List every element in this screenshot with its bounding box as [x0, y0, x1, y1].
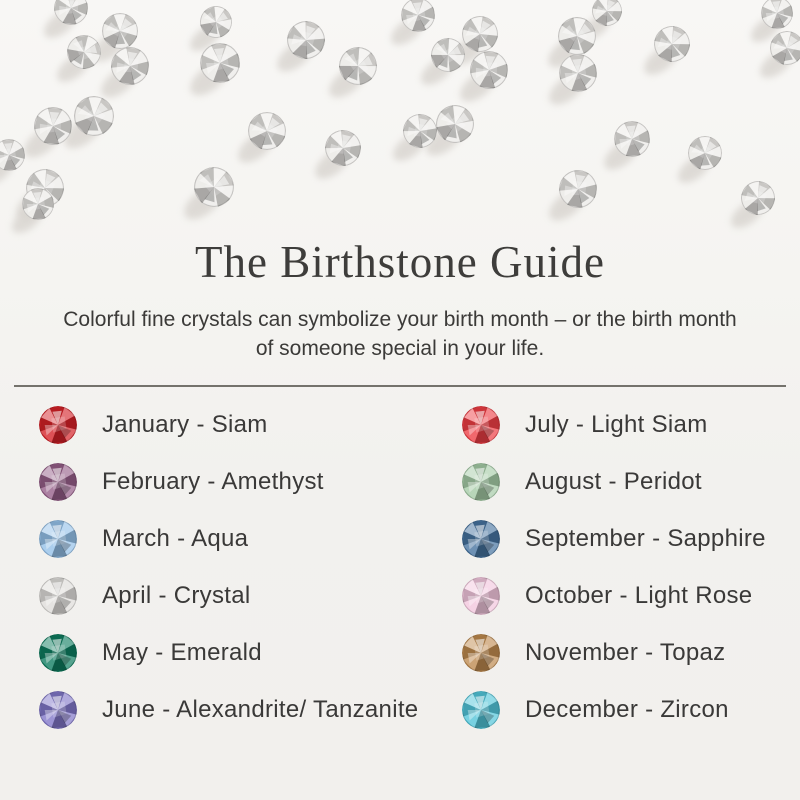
legend-item-september	[462, 511, 800, 568]
crystal-icon	[39, 634, 77, 672]
crystal-icon	[39, 691, 77, 729]
legend-item-november	[462, 625, 800, 682]
legend-item-april	[39, 568, 462, 625]
crystal-icon	[462, 520, 500, 558]
legend-item-label: February - Amethyst	[102, 468, 324, 496]
legend-column-left	[39, 397, 462, 739]
legend-item-label: August - Peridot	[525, 468, 702, 496]
legend-item-july	[462, 397, 800, 454]
crystal-icon	[39, 520, 77, 558]
legend-item-october	[462, 568, 800, 625]
legend-item-label: April - Crystal	[102, 582, 251, 610]
legend-item-august	[462, 454, 800, 511]
legend-item-january	[39, 397, 462, 454]
legend-item-label: May - Emerald	[102, 639, 262, 667]
legend-item-label: March - Aqua	[102, 525, 249, 553]
legend-item-march	[39, 511, 462, 568]
legend-column-right	[462, 397, 800, 739]
crystal-icon	[462, 406, 500, 444]
legend-item-june	[39, 682, 462, 739]
legend-item-label: November - Topaz	[525, 639, 726, 667]
legend-item-label: June - Alexandrite/ Tanzanite	[102, 696, 419, 724]
crystal-icon	[462, 634, 500, 672]
legend-item-may	[39, 625, 462, 682]
crystal-icon	[462, 691, 500, 729]
crystal-icon	[39, 577, 77, 615]
legend-item-december	[462, 682, 800, 739]
legend-item-february	[39, 454, 462, 511]
legend-item-label: October - Light Rose	[525, 582, 753, 610]
page-subtitle: Colorful fine crystals can symbolize your birth month – or the birth month of someone special in your life.	[63, 308, 737, 360]
crystal-icon	[462, 577, 500, 615]
birthstone-legend	[0, 387, 800, 739]
crystal-icon	[462, 463, 500, 501]
legend-item-label: December - Zircon	[525, 696, 729, 724]
legend-item-label: January - Siam	[102, 411, 268, 439]
page-title: The Birthstone Guide	[195, 237, 605, 287]
legend-item-label: July - Light Siam	[525, 411, 708, 439]
legend-item-label: September - Sapphire	[525, 525, 766, 553]
crystal-icon	[39, 406, 77, 444]
crystal-icon	[39, 463, 77, 501]
